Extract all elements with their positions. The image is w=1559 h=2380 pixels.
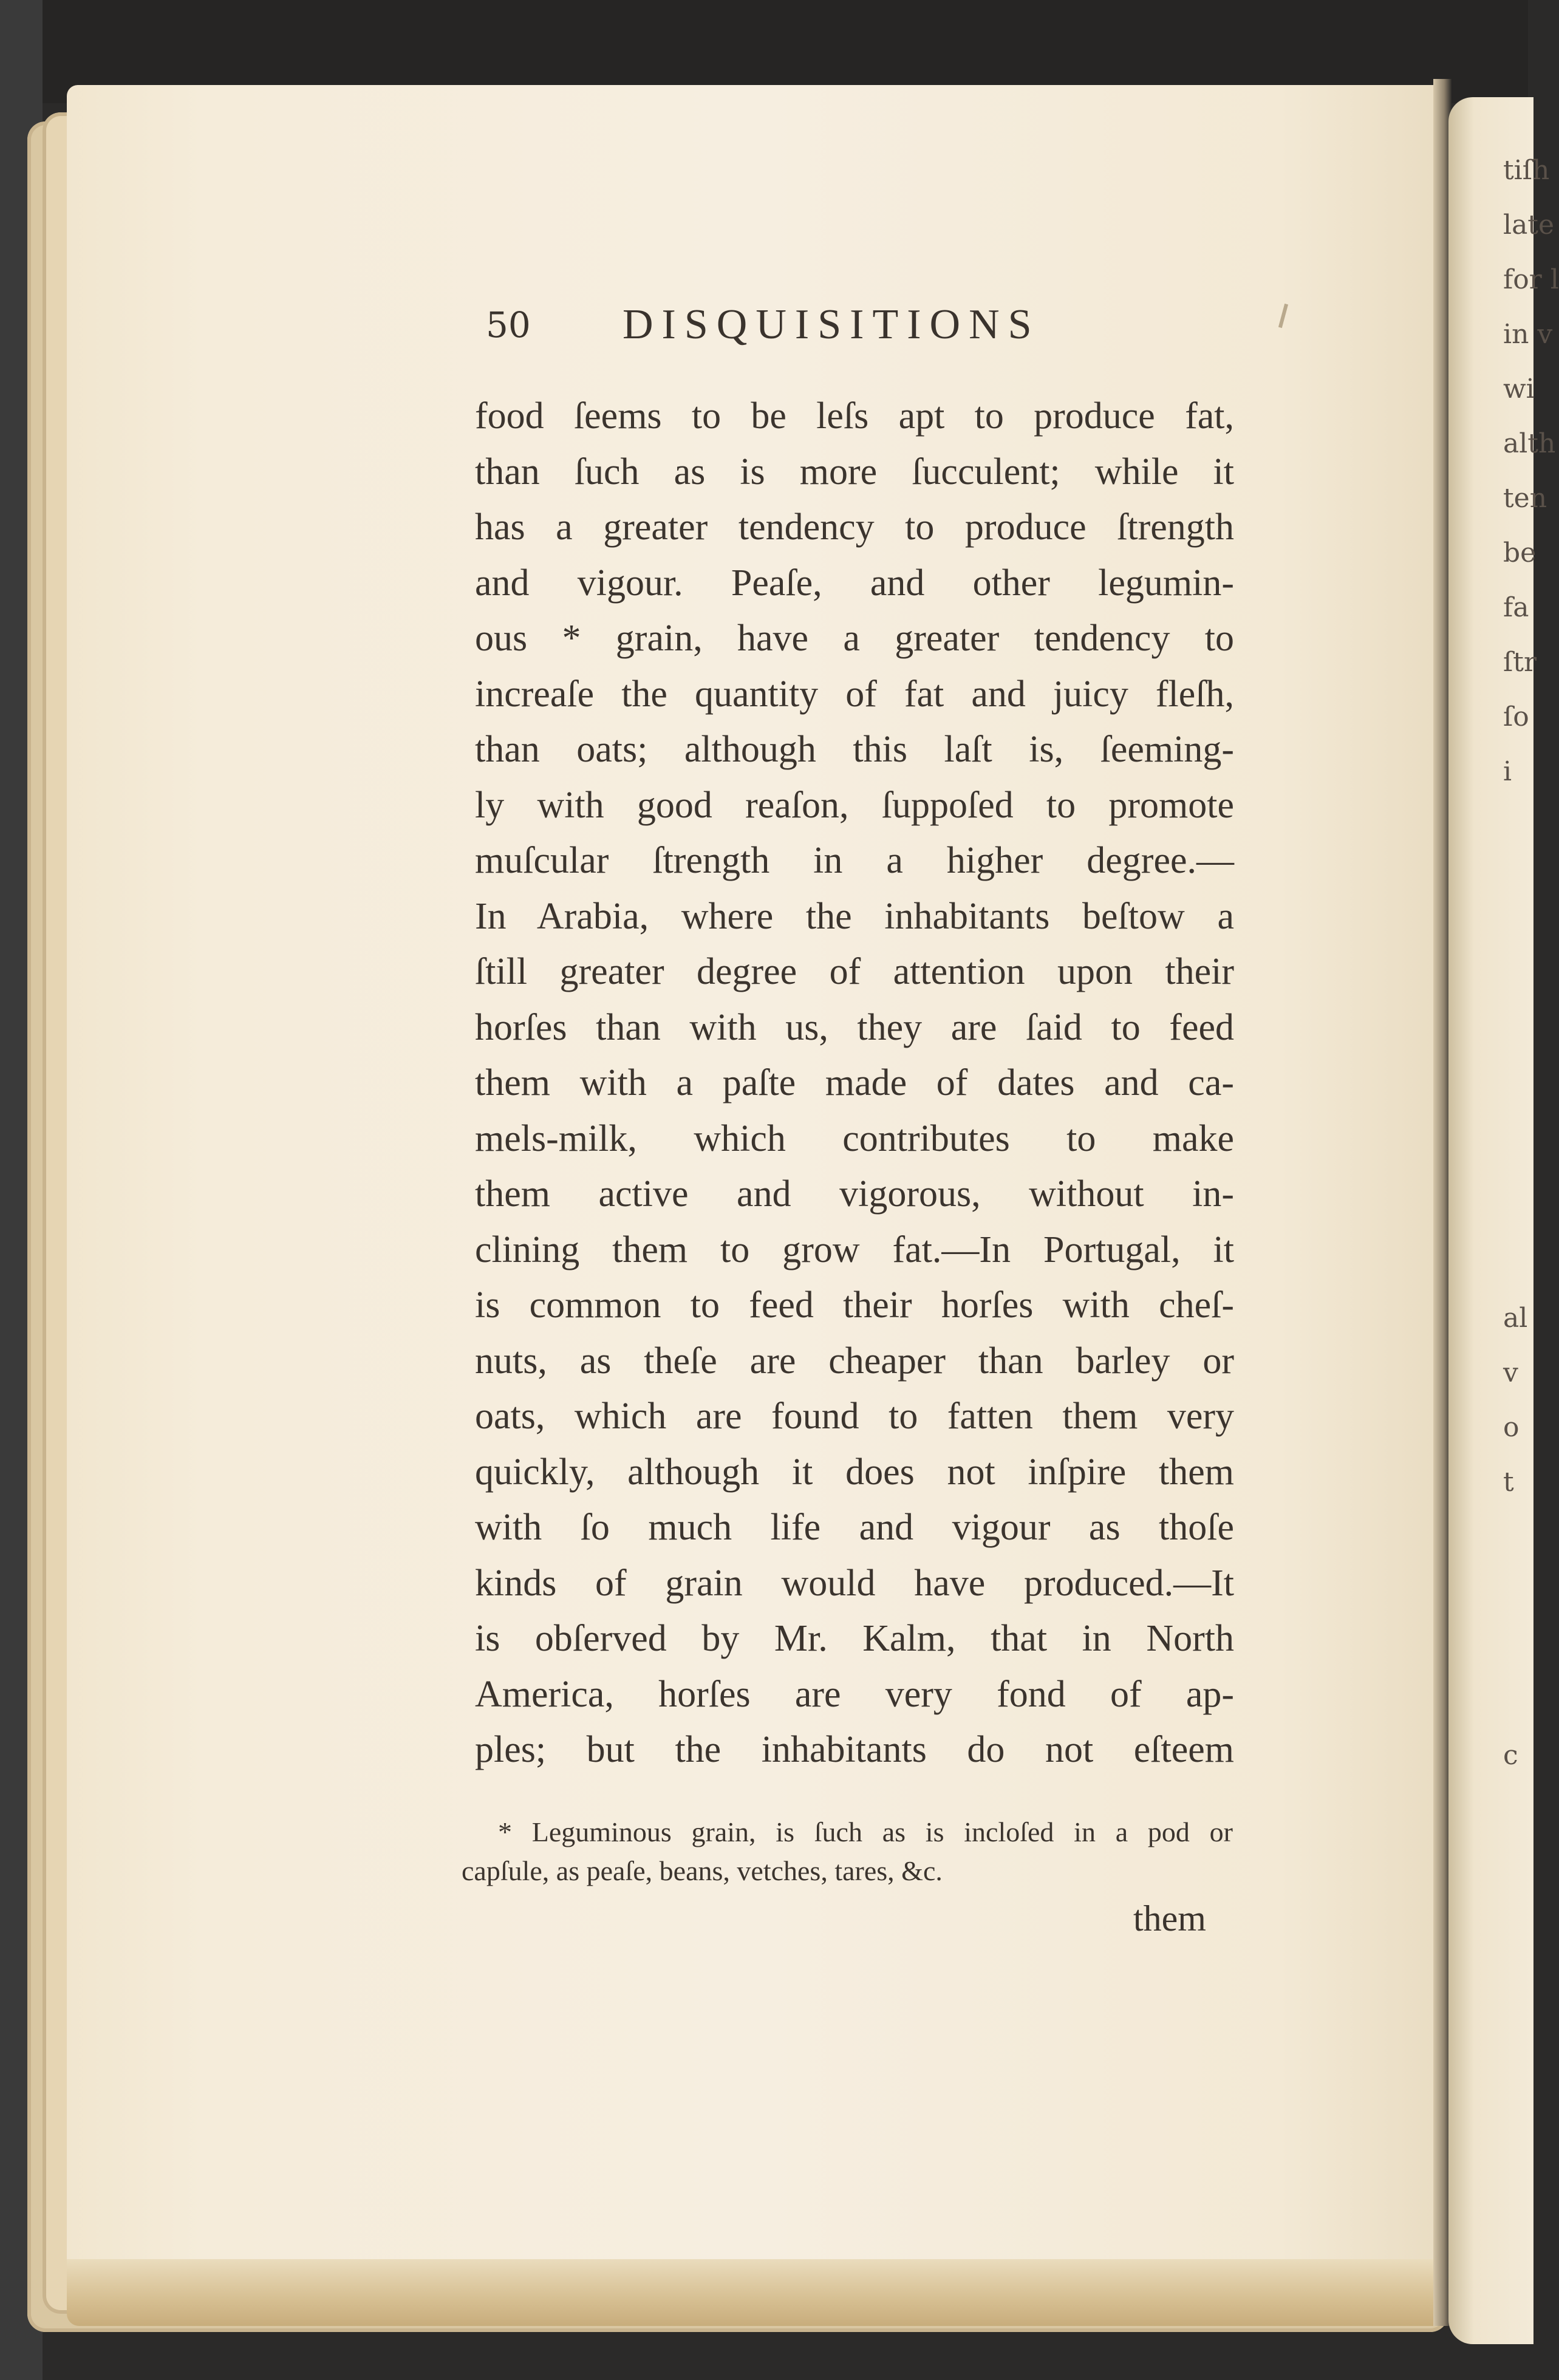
facing-page-fragment: o — [1503, 1412, 1520, 1443]
facing-page-fragment: v — [1503, 1357, 1518, 1388]
page-number: 50 — [486, 304, 531, 346]
facing-page-fragment: i — [1503, 756, 1512, 787]
facing-page-fragment: ten — [1503, 483, 1547, 514]
facing-page-fragment: ſtr — [1503, 647, 1537, 678]
text-line: America, horſes are very fond of ap- — [475, 1673, 1234, 1715]
footnote-line: capſule, as peaſe, beans, vetches, tares, &c. — [462, 1855, 943, 1886]
text-line: food ſeems to be leſs apt to produce fat, — [475, 395, 1234, 437]
facing-page-fragment: be — [1503, 537, 1537, 568]
text-line: kinds of grain would have produced.—It — [475, 1562, 1234, 1604]
facing-page-fragment: fa — [1503, 592, 1529, 623]
text-line: than ſuch as is more ſucculent; while it — [475, 451, 1234, 493]
text-line: In Arabia, where the inhabitants beſtow a — [475, 895, 1234, 937]
text-line: them with a paſte made of dates and ca- — [475, 1062, 1234, 1103]
running-title: DISQUISITIONS — [623, 301, 1040, 348]
text-line: muſcular ſtrength in a higher degree.— — [475, 840, 1234, 881]
facing-page-fragment: in v — [1503, 319, 1553, 350]
facing-page-fragment: late — [1503, 210, 1555, 240]
facing-page-fragment: tiſh — [1503, 155, 1550, 186]
facing-page — [1448, 97, 1559, 2344]
text-line: ples; but the inhabitants do not eſteem — [475, 1729, 1234, 1770]
facing-page-fragment: al — [1503, 1303, 1528, 1334]
text-line: with ſo much life and vigour as thoſe — [475, 1507, 1234, 1548]
text-line: oats, which are found to fatten them very — [475, 1396, 1234, 1437]
text-line: has a greater tendency to produce ſtrength — [475, 506, 1234, 548]
text-line: nuts, as theſe are cheaper than barley or — [475, 1340, 1234, 1382]
catchword: them — [1133, 1898, 1206, 1938]
text-line: mels-milk, which contributes to make — [475, 1117, 1234, 1159]
text-line: ſtill greater degree of attention upon their — [475, 951, 1234, 992]
body-text — [475, 389, 1234, 1778]
facing-page-fragment: wi — [1503, 373, 1535, 404]
text-line: than oats; although this laſt is, ſeeming- — [475, 729, 1234, 770]
text-line: clining them to grow fat.—In Portugal, it — [475, 1229, 1234, 1270]
facing-page-fragment: t — [1503, 1467, 1514, 1498]
text-line: and vigour. Peaſe, and other legumin- — [475, 562, 1234, 604]
text-line: increaſe the quantity of fat and juicy fleſh, — [475, 673, 1234, 715]
facing-page-fragment: ſo — [1503, 701, 1529, 732]
text-line: ly with good reaſon, ſuppoſed to promote — [475, 784, 1234, 826]
footnote — [462, 1813, 1233, 1891]
facing-page-fragment: for l — [1503, 264, 1559, 295]
text-line: is common to feed their horſes with cheſ- — [475, 1284, 1234, 1326]
page-bottom-edge — [67, 2259, 1445, 2326]
text-line: ous * grain, have a greater tendency to — [475, 618, 1234, 659]
text-line: is obſerved by Mr. Kalm, that in North — [475, 1618, 1234, 1659]
text-line: them active and vigorous, without in- — [475, 1173, 1234, 1215]
text-line: quickly, although it does not inſpire them — [475, 1451, 1234, 1493]
facing-page-fragment: c — [1503, 1740, 1518, 1771]
text-line: horſes than with us, they are ſaid to feed — [475, 1006, 1234, 1048]
footnote-line: * Leguminous grain, is ſuch as is incloſed in a pod or — [498, 1816, 1233, 1847]
facing-page-fragment: alth — [1503, 428, 1556, 459]
